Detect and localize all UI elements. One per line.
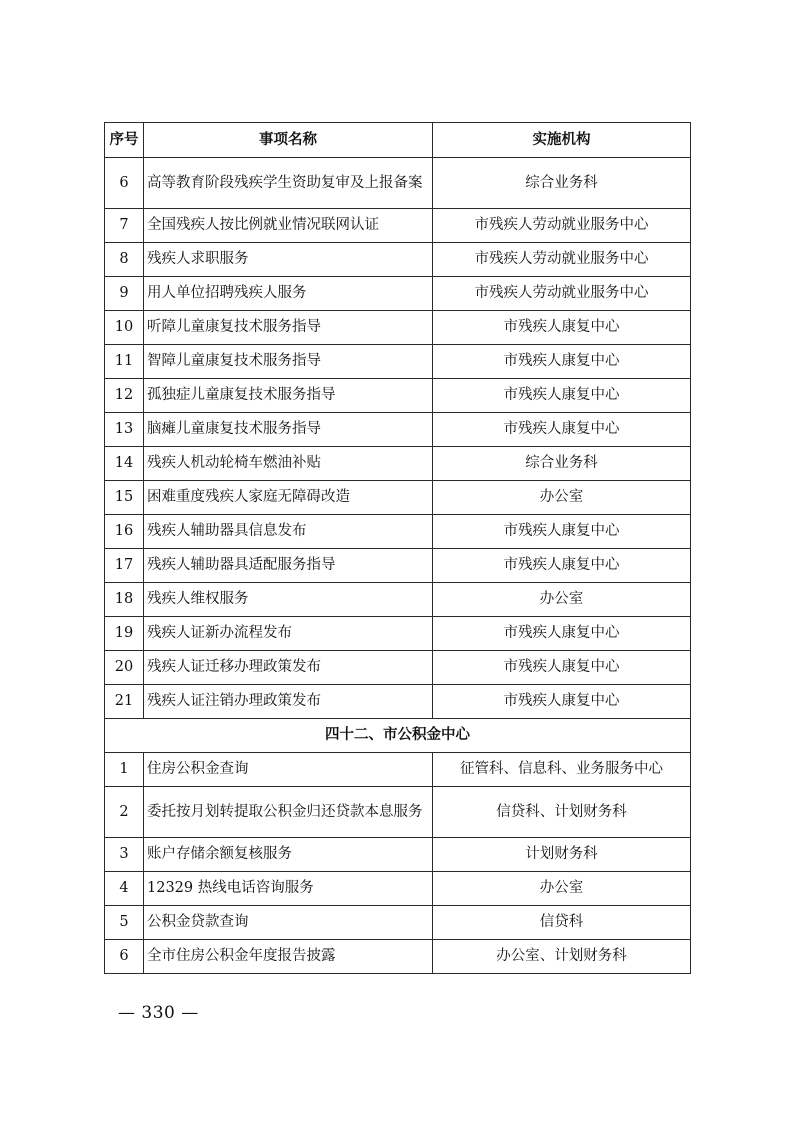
- table-row: [105, 906, 691, 940]
- row-organization-cell: 市残疾人康复中心: [433, 413, 691, 447]
- row-seq-cell: 12: [105, 379, 144, 413]
- table-row: [105, 583, 691, 617]
- table-row: [105, 685, 691, 719]
- row-seq-cell: 6: [105, 940, 144, 974]
- column-header-organization: 实施机构: [433, 123, 691, 158]
- row-seq-cell: 10: [105, 311, 144, 345]
- table-row: [105, 243, 691, 277]
- table-row: [105, 311, 691, 345]
- table-row: [105, 209, 691, 243]
- row-organization-cell: 市残疾人康复中心: [433, 311, 691, 345]
- row-seq-cell: 14: [105, 447, 144, 481]
- row-organization-cell: 信贷科: [433, 906, 691, 940]
- row-item-name-cell: 残疾人求职服务: [144, 243, 433, 277]
- table-row: [105, 787, 691, 838]
- row-item-name-cell: 残疾人证注销办理政策发布: [144, 685, 433, 719]
- row-organization-cell: 信贷科、计划财务科: [433, 787, 691, 838]
- table-row: [105, 940, 691, 974]
- row-seq-cell: 3: [105, 838, 144, 872]
- row-seq-cell: 7: [105, 209, 144, 243]
- row-seq-cell: 16: [105, 515, 144, 549]
- row-seq-cell: 21: [105, 685, 144, 719]
- row-seq-cell: 6: [105, 158, 144, 209]
- table-row: [105, 277, 691, 311]
- table-row: [105, 413, 691, 447]
- column-header-item-name: 事项名称: [144, 123, 433, 158]
- page-number: — 330 —: [118, 1003, 199, 1023]
- row-item-name-cell: 脑瘫儿童康复技术服务指导: [144, 413, 433, 447]
- row-item-name-cell: 孤独症儿童康复技术服务指导: [144, 379, 433, 413]
- row-seq-cell: 9: [105, 277, 144, 311]
- table-row: [105, 872, 691, 906]
- row-seq-cell: 17: [105, 549, 144, 583]
- table-row: [105, 753, 691, 787]
- table-row: [105, 345, 691, 379]
- row-organization-cell: 市残疾人劳动就业服务中心: [433, 209, 691, 243]
- row-item-name-cell: 公积金贷款查询: [144, 906, 433, 940]
- row-seq-cell: 1: [105, 753, 144, 787]
- row-organization-cell: 办公室: [433, 481, 691, 515]
- table-row: [105, 549, 691, 583]
- row-organization-cell: 市残疾人康复中心: [433, 617, 691, 651]
- row-organization-cell: 办公室: [433, 872, 691, 906]
- row-seq-cell: 20: [105, 651, 144, 685]
- row-item-name-cell: 全市住房公积金年度报告披露: [144, 940, 433, 974]
- table-row: [105, 838, 691, 872]
- row-seq-cell: 15: [105, 481, 144, 515]
- row-organization-cell: 计划财务科: [433, 838, 691, 872]
- row-organization-cell: 市残疾人康复中心: [433, 345, 691, 379]
- row-item-name-cell: 残疾人证新办流程发布: [144, 617, 433, 651]
- row-organization-cell: 市残疾人康复中心: [433, 379, 691, 413]
- row-seq-cell: 4: [105, 872, 144, 906]
- row-item-name-cell: 账户存储余额复核服务: [144, 838, 433, 872]
- row-item-name-cell: 残疾人证迁移办理政策发布: [144, 651, 433, 685]
- row-organization-cell: 办公室: [433, 583, 691, 617]
- row-organization-cell: 市残疾人劳动就业服务中心: [433, 243, 691, 277]
- row-organization-cell: 市残疾人康复中心: [433, 685, 691, 719]
- row-item-name-cell: 委托按月划转提取公积金归还贷款本息服务: [144, 787, 433, 838]
- row-item-name-cell: 12329 热线电话咨询服务: [144, 872, 433, 906]
- table-header-row: [105, 123, 691, 158]
- column-header-seq: 序号: [105, 123, 144, 158]
- table-body: [105, 158, 691, 974]
- table-row: [105, 617, 691, 651]
- table-row: [105, 379, 691, 413]
- row-seq-cell: 18: [105, 583, 144, 617]
- row-item-name-cell: 残疾人辅助器具适配服务指导: [144, 549, 433, 583]
- row-item-name-cell: 住房公积金查询: [144, 753, 433, 787]
- table-row: [105, 651, 691, 685]
- table-row: [105, 158, 691, 209]
- row-organization-cell: 办公室、计划财务科: [433, 940, 691, 974]
- row-organization-cell: 市残疾人劳动就业服务中心: [433, 277, 691, 311]
- table-row: [105, 481, 691, 515]
- row-seq-cell: 19: [105, 617, 144, 651]
- row-organization-cell: 综合业务科: [433, 158, 691, 209]
- row-organization-cell: 综合业务科: [433, 447, 691, 481]
- row-organization-cell: 征管科、信息科、业务服务中心: [433, 753, 691, 787]
- row-seq-cell: 13: [105, 413, 144, 447]
- section-header-row: [105, 719, 691, 753]
- service-items-table: [104, 122, 691, 974]
- row-seq-cell: 5: [105, 906, 144, 940]
- row-organization-cell: 市残疾人康复中心: [433, 651, 691, 685]
- row-item-name-cell: 残疾人维权服务: [144, 583, 433, 617]
- row-seq-cell: 2: [105, 787, 144, 838]
- row-item-name-cell: 用人单位招聘残疾人服务: [144, 277, 433, 311]
- row-seq-cell: 8: [105, 243, 144, 277]
- row-organization-cell: 市残疾人康复中心: [433, 515, 691, 549]
- row-item-name-cell: 高等教育阶段残疾学生资助复审及上报备案: [144, 158, 433, 209]
- row-item-name-cell: 听障儿童康复技术服务指导: [144, 311, 433, 345]
- row-item-name-cell: 全国残疾人按比例就业情况联网认证: [144, 209, 433, 243]
- row-item-name-cell: 残疾人机动轮椅车燃油补贴: [144, 447, 433, 481]
- row-item-name-cell: 困难重度残疾人家庭无障碍改造: [144, 481, 433, 515]
- row-item-name-cell: 智障儿童康复技术服务指导: [144, 345, 433, 379]
- section-title: 四十二、市公积金中心: [105, 719, 691, 753]
- table-row: [105, 515, 691, 549]
- row-organization-cell: 市残疾人康复中心: [433, 549, 691, 583]
- table-row: [105, 447, 691, 481]
- row-item-name-cell: 残疾人辅助器具信息发布: [144, 515, 433, 549]
- row-seq-cell: 11: [105, 345, 144, 379]
